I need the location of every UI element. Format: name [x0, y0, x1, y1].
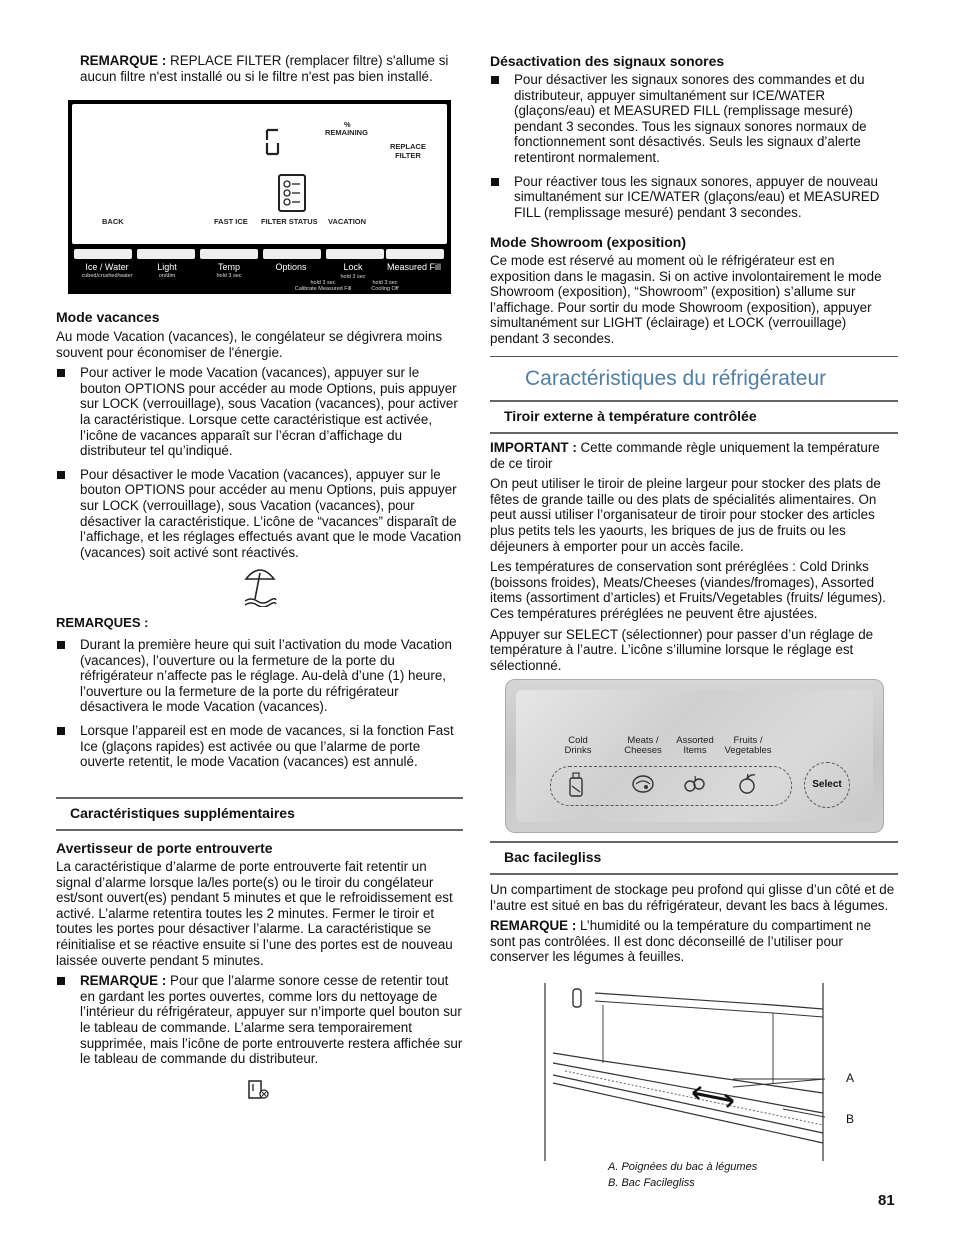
vacation-intro: Au mode Vacation (vacances), le congélateur se dégivrera moins souvent pour économiser de l'énergie. [56, 329, 443, 360]
extra-features-header: Caractéristiques supplémentaires [56, 797, 463, 831]
measured-fill-button[interactable] [386, 249, 444, 259]
lock-label: Lock [343, 262, 363, 272]
remarques-section [56, 615, 463, 778]
callout-a: A [846, 1071, 855, 1085]
temp-label: Temp [217, 262, 240, 272]
dispenser-display: % REMAINING REPLACE FILTER BACK FAST ICE FILTER STATUS VACATION [72, 104, 447, 244]
drawer-paragraph: Les températures de conservation sont préréglées : Cold Drinks (boissons froides), Meats/Cheeses (viandes/fromages), Assorted items (assortiment d’articles) et Fruits/Vegetables (fruits/ légumes). Ces températures préréglées ne peuvent être ajustées. [490, 559, 886, 621]
showroom-section [490, 234, 898, 347]
light-button[interactable] [137, 249, 195, 259]
temp-button[interactable] [200, 249, 258, 259]
lock-button[interactable] [326, 249, 384, 259]
drawer-paragraph: Appuyer sur SELECT (sélectionner) pour passer d’un réglage de température à l’autre. L’icône s’illumine lorsque le réglage est sélectionné. [490, 626, 874, 673]
ice-water-label: Ice / Water [85, 262, 129, 272]
crisper-drawer-illustration [533, 983, 833, 1161]
measured-fill-label: Measured Fill [386, 262, 442, 272]
bac-section [490, 882, 898, 965]
cold-drinks-icon[interactable] [566, 772, 586, 798]
vacation-section [56, 309, 463, 568]
list-item: Pour réactiver tous les signaux sonores, appuyer de nouveau simultanément sur ICE/WATER (glaçons/eau) et MEASURED FILL (remplissage mesuré) pendant 3 secondes. [490, 174, 898, 221]
options-label: Options [275, 262, 307, 272]
drawer-control-panel-image [505, 679, 884, 833]
sound-title: Désactivation des signaux sonores [490, 53, 725, 69]
drawer-header: Tiroir externe à température contrôlée [490, 400, 898, 434]
options-button[interactable] [263, 249, 321, 259]
door-alarm-note: REMARQUE : Pour que l’alarme sonore cesse de retentir tout en gardant les portes ouvertes, comme lors du nettoyage de l’intérieur du réfrigérateur, appuyer sur n’importe quel bouton sur le tableau de commande. L’alarme sera temporairement supprimée, mais l’icône de porte entrouverte restera affichée sur le tableau de commande du distributeur. [56, 973, 463, 1067]
important-note: IMPORTANT : Cette commande règle uniquement la température de ce tiroir [490, 440, 880, 471]
bac-note: REMARQUE : L’humidité ou la température du compartiment ne sont pas contrôlées. Il est donc déconseillé de l’utiliser pour conserver les légumes à feuilles. [490, 918, 872, 965]
page-heading: Caractéristiques du réfrigérateur [525, 367, 827, 390]
vacation-bullets [56, 365, 463, 560]
showroom-title: Mode Showroom (exposition) [490, 234, 686, 250]
drawer-paragraph: On peut utiliser le tiroir de pleine largeur pour stocker des plats de fêtes de grande taille ou des plats de spécialités alimentaires. On peut aussi utiliser l’organisateur de tiroir pour stocker des articles plus petits tels les yaourts, les briques de jus de fruits ou les déjeuners à emporter pour un accès facile. [490, 476, 881, 554]
list-item: Pour activer le mode Vacation (vacances), appuyer sur le bouton OPTIONS pour accéder au mode Options, puis appuyer sur LOCK (verrouillage), sous Vacation (vacances), pour activer la caractéristique. Lorsque cette caractéristique est activée, l’icône de vacances apparaît sur l’écran d’affichage du distributeur tel qu’indiqué. [56, 365, 463, 459]
meats-cheeses-icon[interactable] [630, 772, 656, 796]
bac-header: Bac facilegliss [490, 841, 898, 875]
fruits-vegetables-label: Fruits / Vegetables [724, 735, 772, 756]
dispenser-control-panel-image: % REMAINING REPLACE FILTER BACK FAST ICE FILTER STATUS VACATION Ice / Water Light Temp Options Lock Measured Fill cubed/crushed/water on/dim hold 3 sec hold 3 sec hold 3 sec Calibrate Measured Fill hold 3 sec Cooling Off [68, 100, 451, 294]
drawer-section [490, 440, 898, 673]
list-item: Durant la première heure qui suit l’activation du mode Vacation (vacances), l’ouverture ou la fermeture de la porte du réfrigérateur n’affecte pas le réglage. Au-delà d’une (1) heure, l’ouverture ou la fermeture de la porte du réfrigérateur désactivera le mode Vacation (vacances). [56, 637, 463, 715]
fruits-vegetables-icon[interactable] [736, 772, 760, 796]
assorted-items-label: Assorted Items [676, 735, 714, 756]
remarques-title: REMARQUES : [56, 615, 149, 630]
assorted-items-icon[interactable] [682, 772, 708, 796]
vacation-umbrella-icon [243, 563, 277, 607]
ice-water-button[interactable] [74, 249, 132, 259]
door-alarm-title: Avertisseur de porte entrouverte [56, 840, 273, 856]
digit-display-icon [264, 128, 284, 156]
vacation-title: Mode vacances [56, 309, 160, 325]
callout-b: B [846, 1112, 855, 1126]
remarques-bullets [56, 637, 463, 770]
list-item: Lorsque l’appareil est en mode de vacances, si la fonction Fast Ice (glaçons rapides) est activée ou que l’alarme de porte ouverte retentit, le mode Vacation (vacances) est annulé. [56, 723, 463, 770]
door-alarm-section [56, 840, 463, 1075]
replace-filter-note: REMARQUE : REPLACE FILTER (remplacer filtre) s'allume si aucun filtre n'est installé ou si le filtre n'est pas bien installé. [80, 53, 449, 84]
door-alarm-text: La caractéristique d’alarme de porte entrouverte fait retentir un signal d’alarme lorsque la/les porte(s) ou le tiroir du congélateur est/sont ouvert(es) pendant 5 minutes et que le refroidissement est activé. L’alarme retentira toutes les 2 minutes. Fermer le tiroir et toutes les portes pour désactiver l’alarme. La caractéristique se réinitialise et se réactive ensuite si l’une des portes est de nouveau laissée ouverte pendant 5 minutes. [56, 859, 453, 968]
light-label: Light [157, 262, 177, 272]
bac-paragraph: Un compartiment de stockage peu profond qui glisse d’un côté et de l’autre est situé en bas du réfrigérateur, devant les bacs à légumes. [490, 882, 895, 913]
list-item: Pour désactiver les signaux sonores des commandes et du distributeur, appuyer simultanément sur ICE/WATER (glaçons/eau) et MEASURED FILL (remplissage mesuré) pendant 3 secondes. Tous les signaux sonores normaux de fonctionnement sont désactivés. Seuls les signaux d’alerte retentiront normalement. [490, 72, 898, 166]
cold-drinks-label: Cold Drinks [564, 735, 592, 756]
door-ajar-icon [247, 1079, 271, 1101]
divider [490, 356, 898, 357]
caption-a: A. Poignées du bac à légumes [608, 1161, 758, 1173]
list-item: Pour désactiver le mode Vacation (vacances), appuyer sur le bouton OPTIONS pour accéder au menu Options, puis appuyer sur LOCK (verrouillage), sous Vacation (vacances), pour désactiver la caractéristique. L’icône de “vacances” disparaît de l’affichage, et les réglages effectués avant que le mode Vacation (vacances) soit activé sont réactivés. [56, 467, 463, 561]
meats-cheeses-label: Meats / Cheeses [624, 735, 662, 756]
caption-b: B. Bac Facilegliss [608, 1177, 695, 1189]
sound-section [490, 53, 898, 228]
filter-status-icon [278, 174, 306, 212]
showroom-text: Ce mode est réservé au moment où le réfrigérateur est en exposition dans le magasin. Si on active involontairement le mode Showroom (exposition), “Showroom” (exposition) s’allume sur l’affichage. Pour sortir du mode Showroom (exposition), appuyer simultanément sur LIGHT (éclairage) et LOCK (verrouillage) pendant 3 secondes. [490, 253, 882, 346]
select-button[interactable]: Select [804, 762, 850, 808]
page-number: 81 [878, 1192, 895, 1209]
